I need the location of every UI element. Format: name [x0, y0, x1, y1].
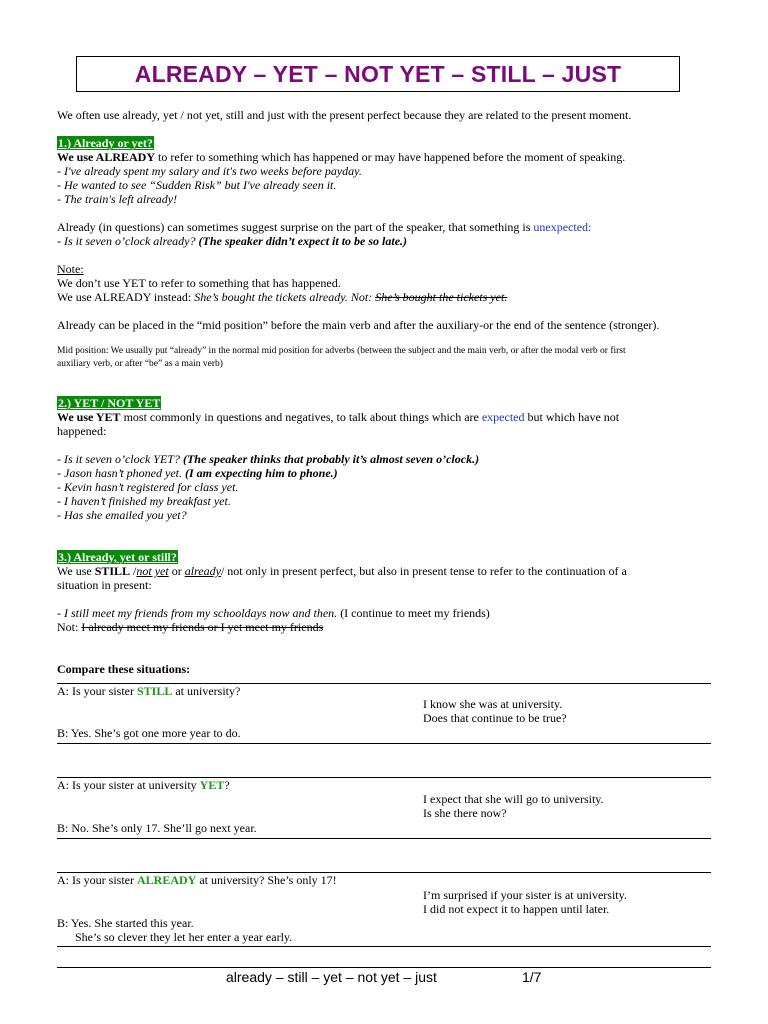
- section-1-heading: 1.) Already or yet?: [58, 136, 153, 150]
- page-number: 1/7: [522, 969, 542, 985]
- row-1-note-1: I know she was at university.: [423, 697, 563, 711]
- footer-text: already – still – yet – not yet – just: [226, 969, 437, 985]
- note-line-2: We use ALREADY instead: She’s bought the tickets already. Not: She’s bought the tickets yet.: [57, 290, 508, 304]
- mid-position-note-2: auxiliary verb, or after “be” as a main verb): [57, 359, 223, 369]
- s3-definition: We use STILL /not yet or already/ not only in present perfect, but also in present tense to refer to the continuation of a: [57, 564, 627, 578]
- row-3-note-1: I’m surprised if your sister is at university.: [423, 888, 627, 902]
- mid-position-note-1: Mid position: We usually put “already” in the normal mid position for adverbs (between the subject and the main verb, or after the modal verb or first: [57, 346, 626, 356]
- s2-example-5: - Has she emailed you yet?: [57, 508, 187, 522]
- compare-rule: [57, 743, 711, 744]
- note-label: Note:: [57, 262, 84, 276]
- note-line-1: We don’t use YET to refer to something that has happened.: [57, 276, 341, 290]
- row-1-question: A: Is your sister STILL at university?: [57, 684, 241, 698]
- row-3-question: A: Is your sister ALREADY at university? She’s only 17!: [57, 873, 337, 887]
- page-title: ALREADY – YET – NOT YET – STILL – JUST: [134, 60, 622, 87]
- row-1-note-2: Does that continue to be true?: [423, 711, 567, 725]
- s3-example: - I still meet my friends from my schooldays now and then. (I continue to meet my friends): [57, 606, 490, 620]
- s1-example-2: - He wanted to see “Sudden Risk” but I've already seen it.: [57, 178, 337, 192]
- s3-not-example: Not: I already meet my friends or I yet meet my friends: [57, 620, 324, 634]
- row-3-note-2: I did not expect it to happen until later.: [423, 902, 610, 916]
- s1-example-3: - The train's left already!: [57, 192, 178, 206]
- intro-text: We often use already, yet / not yet, still and just with the present perfect because they are related to the present moment.: [57, 108, 632, 122]
- compare-heading: Compare these situations:: [57, 662, 191, 676]
- title-box: [76, 56, 680, 92]
- s2-example-4: - I haven’t finished my breakfast yet.: [57, 494, 231, 508]
- s3-definition-cont: situation in present:: [57, 578, 152, 592]
- row-3-answer: B: Yes. She started this year.: [57, 916, 194, 930]
- compare-rule: [57, 838, 711, 839]
- s2-definition-cont: happened:: [57, 424, 107, 438]
- mid-position-text: Already can be placed in the “mid position” before the main verb and after the auxiliary-or the end of the sentence (stronger).: [57, 318, 660, 332]
- row-1-answer: B: Yes. She’s got one more year to do.: [57, 726, 241, 740]
- s2-example-3: - Kevin hasn’t registered for class yet.: [57, 480, 239, 494]
- s2-definition: We use YET most commonly in questions and negatives, to talk about things which are expected but which have not: [57, 410, 620, 424]
- s1-example-1: - I've already spent my salary and it's two weeks before payday.: [57, 164, 362, 178]
- row-3-answer-cont: She’s so clever they let her enter a year early.: [75, 930, 293, 944]
- row-2-note-1: I expect that she will go to university.: [423, 792, 604, 806]
- s1-question-example: - Is it seven o’clock already? (The speaker didn’t expect it to be so late.): [57, 234, 408, 248]
- s2-example-1: - Is it seven o’clock YET? (The speaker thinks that probably it’s almost seven o’clock.): [57, 452, 480, 466]
- compare-rule: [57, 946, 711, 947]
- footer-rule: [57, 967, 711, 968]
- row-2-answer: B: No. She’s only 17. She’ll go next year.: [57, 821, 257, 835]
- s2-example-2: - Jason hasn’t phoned yet. (I am expecting him to phone.): [57, 466, 338, 480]
- row-2-note-2: Is she there now?: [423, 806, 507, 820]
- s1-question-usage: Already (in questions) can sometimes suggest surprise on the part of the speaker, that something is unexpected:: [57, 220, 592, 234]
- row-2-question: A: Is your sister at university YET?: [57, 778, 230, 792]
- s1-definition: We use ALREADY to refer to something which has happened or may have happened before the moment of speaking.: [57, 150, 626, 164]
- section-2-heading: 2.) YET / NOT YET: [58, 396, 161, 410]
- section-3-heading: 3.) Already, yet or still?: [58, 550, 177, 564]
